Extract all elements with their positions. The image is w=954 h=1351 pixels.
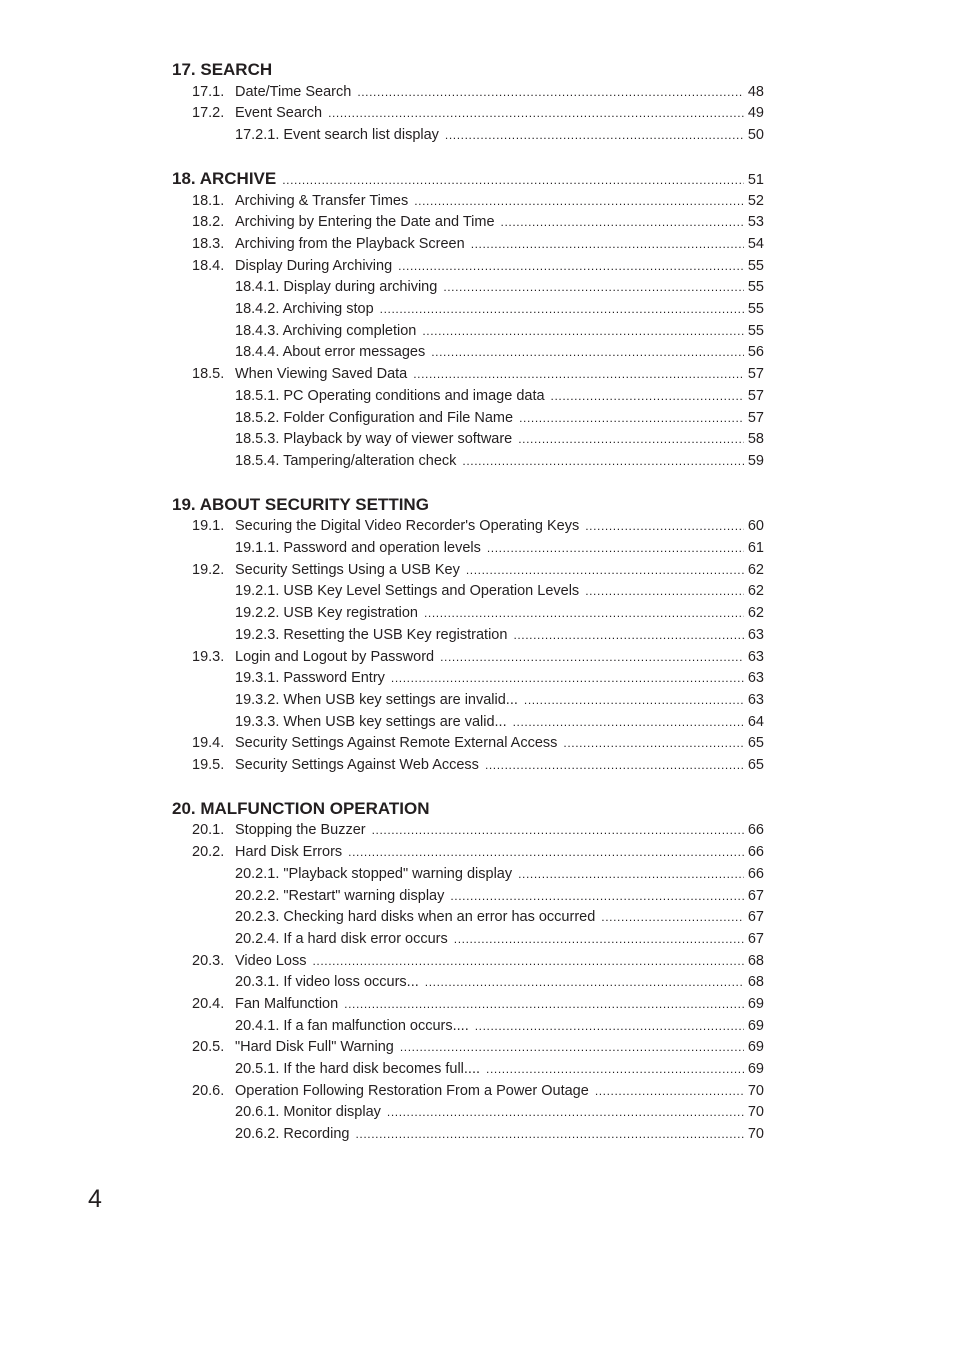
dot-leader — [344, 994, 744, 1016]
entry-title: 19.3.1. Password Entry — [235, 670, 385, 687]
dot-leader — [518, 429, 744, 451]
dot-leader — [585, 581, 744, 603]
toc-entry[interactable] — [172, 386, 764, 408]
entry-page-number: 69 — [747, 1039, 764, 1056]
entry-title: Security Settings Against Remote External Access — [235, 735, 558, 752]
dot-leader — [466, 560, 744, 582]
entry-number: 19.4. — [192, 735, 225, 752]
entry-title: "Hard Disk Full" Warning — [235, 1039, 394, 1056]
toc-section — [172, 798, 764, 1146]
entry-title: 19.2.2. USB Key registration — [235, 605, 418, 622]
toc-entry[interactable] — [172, 668, 764, 690]
toc-entry[interactable] — [172, 886, 764, 908]
section-heading[interactable] — [172, 168, 764, 191]
section-title: 17. SEARCH — [172, 60, 273, 79]
entry-page-number: 52 — [747, 192, 764, 209]
entry-page-number: 54 — [747, 236, 764, 253]
entry-title: 20.6.1. Monitor display — [235, 1104, 381, 1121]
entry-page-number: 65 — [747, 735, 764, 752]
toc-entry[interactable] — [172, 191, 764, 213]
entry-title: 18.5.4. Tampering/alteration check — [235, 452, 457, 469]
dot-leader — [487, 538, 744, 560]
dot-leader — [413, 364, 744, 386]
entry-number: 20.5. — [192, 1039, 225, 1056]
entry-number: 18.1. — [192, 192, 225, 209]
dot-leader — [443, 277, 744, 299]
entry-title: Archiving by Entering the Date and Time — [235, 214, 495, 231]
entry-title: 20.2.2. "Restart" warning display — [235, 887, 445, 904]
dot-leader — [601, 907, 744, 929]
entry-page-number: 60 — [747, 518, 764, 535]
entry-page-number: 63 — [747, 626, 764, 643]
dot-leader — [524, 690, 744, 712]
dot-leader — [398, 256, 744, 278]
toc-entry[interactable] — [172, 234, 764, 256]
entry-title: 20.2.4. If a hard disk error occurs — [235, 930, 448, 947]
entry-page-number: 66 — [747, 822, 764, 839]
dot-leader — [518, 864, 744, 886]
toc-entry[interactable] — [172, 1037, 764, 1059]
dot-leader — [425, 972, 744, 994]
entry-title: 20.4.1. If a fan malfunction occurs.... — [235, 1017, 469, 1034]
entry-page-number: 66 — [747, 844, 764, 861]
toc-entry[interactable] — [172, 712, 764, 734]
entry-page-number: 55 — [747, 322, 764, 339]
entry-title: 19.3.2. When USB key settings are invalid... — [235, 691, 518, 708]
entry-title: When Viewing Saved Data — [235, 366, 408, 383]
entry-title: 19.2.1. USB Key Level Settings and Operation Levels — [235, 583, 580, 600]
entry-number: 20.2. — [192, 844, 225, 861]
dot-leader — [486, 1059, 744, 1081]
entry-page-number: 57 — [747, 409, 764, 426]
entry-title: Archiving from the Playback Screen — [235, 236, 465, 253]
section-heading[interactable] — [172, 798, 764, 821]
entry-number: 20.4. — [192, 995, 225, 1012]
entry-title: 19.2.3. Resetting the USB Key registration — [235, 626, 508, 643]
toc-entry[interactable] — [172, 538, 764, 560]
toc-entry[interactable] — [172, 429, 764, 451]
toc-entry[interactable] — [172, 212, 764, 234]
toc-entry[interactable] — [172, 1081, 764, 1103]
toc-entry[interactable] — [172, 408, 764, 430]
entry-page-number: 69 — [747, 995, 764, 1012]
toc-entry[interactable] — [172, 733, 764, 755]
dot-leader — [372, 820, 744, 842]
dot-leader — [431, 342, 744, 364]
entry-page-number: 61 — [747, 540, 764, 557]
toc-entry[interactable] — [172, 451, 764, 473]
entry-title: Display During Archiving — [235, 257, 393, 274]
entry-page-number: 63 — [747, 670, 764, 687]
entry-title: 20.3.1. If video loss occurs... — [235, 974, 419, 991]
entry-title: Archiving & Transfer Times — [235, 192, 409, 209]
entry-title: 19.1.1. Password and operation levels — [235, 540, 481, 557]
dot-leader — [282, 169, 744, 192]
entry-page-number: 62 — [747, 583, 764, 600]
entry-title: 18.4.4. About error messages — [235, 344, 426, 361]
entry-title: Stopping the Buzzer — [235, 822, 366, 839]
entry-title: 18.5.1. PC Operating conditions and image data — [235, 387, 545, 404]
entry-number: 18.4. — [192, 257, 225, 274]
entry-number: 19.3. — [192, 648, 225, 665]
entry-number: 19.2. — [192, 561, 225, 578]
entry-title: 20.6.2. Recording — [235, 1126, 350, 1143]
entry-page-number: 70 — [747, 1126, 764, 1143]
entry-number: 18.5. — [192, 366, 225, 383]
toc-entry[interactable] — [172, 560, 764, 582]
entry-page-number: 69 — [747, 1017, 764, 1034]
dot-leader — [391, 668, 744, 690]
entry-page-number: 68 — [747, 974, 764, 991]
dot-leader — [454, 929, 744, 951]
entry-title: Event Search — [235, 105, 323, 122]
section-title: 20. MALFUNCTION OPERATION — [172, 798, 430, 818]
entry-page-number: 68 — [747, 952, 764, 969]
entry-page-number: 67 — [747, 887, 764, 904]
entry-page-number: 58 — [747, 431, 764, 448]
entry-number: 19.1. — [192, 518, 225, 535]
dot-leader — [551, 386, 744, 408]
section-title: 18. ARCHIVE — [172, 168, 277, 188]
dot-leader — [475, 1016, 744, 1038]
entry-page-number: 56 — [747, 344, 764, 361]
entry-title: Hard Disk Errors — [235, 844, 343, 861]
toc-entry[interactable] — [172, 125, 764, 147]
toc-entry[interactable] — [172, 647, 764, 669]
entry-page-number: 59 — [747, 452, 764, 469]
dot-leader — [380, 299, 744, 321]
toc-entry[interactable] — [172, 603, 764, 625]
toc-entry[interactable] — [172, 516, 764, 538]
entry-page-number: 63 — [747, 648, 764, 665]
entry-page-number: 67 — [747, 930, 764, 947]
toc-entry[interactable] — [172, 364, 764, 386]
dot-leader — [355, 1124, 744, 1146]
entry-number: 19.5. — [192, 756, 225, 773]
table-of-contents — [172, 59, 764, 1167]
dot-leader — [585, 516, 744, 538]
entry-page-number: 62 — [747, 561, 764, 578]
toc-entry[interactable] — [172, 342, 764, 364]
entry-title: 17.2.1. Event search list display — [235, 127, 439, 144]
page-number: 4 — [88, 1185, 102, 1213]
entry-page-number: 70 — [747, 1082, 764, 1099]
toc-entry[interactable] — [172, 1059, 764, 1081]
dot-leader — [348, 842, 744, 864]
dot-leader — [595, 1081, 744, 1103]
entry-page-number: 69 — [747, 1061, 764, 1077]
entry-page-number: 48 — [747, 83, 764, 100]
entry-page-number: 49 — [747, 105, 764, 122]
toc-section — [172, 59, 764, 147]
toc-entry[interactable] — [172, 690, 764, 712]
entry-number: 20.3. — [192, 952, 225, 969]
dot-leader — [445, 125, 744, 147]
toc-entry[interactable] — [172, 625, 764, 647]
toc-entry[interactable] — [172, 755, 764, 777]
entry-title: 18.4.3. Archiving completion — [235, 322, 417, 339]
entry-page-number: 53 — [747, 214, 764, 231]
section-page-number: 51 — [747, 171, 764, 188]
entry-title: 20.2.3. Checking hard disks when an error has occurred — [235, 909, 596, 926]
entry-title: Securing the Digital Video Recorder's Operating Keys — [235, 518, 580, 535]
toc-entry[interactable] — [172, 103, 764, 125]
entry-title: 20.2.1. "Playback stopped" warning display — [235, 865, 513, 882]
toc-entry[interactable] — [172, 951, 764, 973]
entry-page-number: 50 — [747, 127, 764, 144]
entry-page-number: 62 — [747, 605, 764, 622]
entry-page-number: 64 — [747, 713, 764, 730]
toc-entry[interactable] — [172, 82, 764, 104]
entry-title: Login and Logout by Password — [235, 648, 435, 665]
toc-entry[interactable] — [172, 1102, 764, 1124]
entry-title: Security Settings Against Web Access — [235, 756, 479, 773]
entry-title: Video Loss — [235, 952, 307, 969]
toc-entry[interactable] — [172, 994, 764, 1016]
entry-title: 20.5.1. If the hard disk becomes full.... — [235, 1061, 481, 1077]
toc-entry[interactable] — [172, 907, 764, 929]
entry-page-number: 57 — [747, 366, 764, 383]
entry-page-number: 63 — [747, 691, 764, 708]
dot-leader — [471, 234, 744, 256]
entry-number: 17.1. — [192, 83, 225, 100]
dot-leader — [513, 625, 744, 647]
dot-leader — [519, 408, 744, 430]
entry-title: Security Settings Using a USB Key — [235, 561, 460, 578]
entry-title: 18.5.3. Playback by way of viewer software — [235, 431, 513, 448]
entry-title: Date/Time Search — [235, 83, 352, 100]
section-title: 19. ABOUT SECURITY SETTING — [172, 494, 429, 514]
dot-leader — [450, 886, 744, 908]
entry-title: 18.4.1. Display during archiving — [235, 279, 438, 296]
entry-page-number: 55 — [747, 301, 764, 318]
dot-leader — [440, 647, 744, 669]
dot-leader — [462, 451, 744, 473]
toc-entry[interactable] — [172, 820, 764, 842]
entry-page-number: 57 — [747, 387, 764, 404]
dot-leader — [400, 1037, 744, 1059]
toc-entry[interactable] — [172, 864, 764, 886]
toc-entry[interactable] — [172, 581, 764, 603]
toc-entry[interactable] — [172, 1124, 764, 1146]
entry-title: 18.4.2. Archiving stop — [235, 301, 374, 318]
dot-leader — [501, 212, 744, 234]
dot-leader — [357, 82, 744, 104]
entry-number: 18.2. — [192, 214, 225, 231]
section-heading[interactable] — [172, 59, 764, 82]
entry-number: 17.2. — [192, 105, 225, 122]
toc-entry[interactable] — [172, 929, 764, 951]
entry-page-number: 70 — [747, 1104, 764, 1121]
toc-entry[interactable] — [172, 256, 764, 278]
entry-number: 18.3. — [192, 236, 225, 253]
entry-page-number: 55 — [747, 257, 764, 274]
entry-title: Fan Malfunction — [235, 995, 339, 1012]
toc-entry[interactable] — [172, 299, 764, 321]
dot-leader — [485, 755, 744, 777]
entry-page-number: 55 — [747, 279, 764, 296]
toc-entry[interactable] — [172, 972, 764, 994]
entry-number: 20.1. — [192, 822, 225, 839]
toc-entry[interactable] — [172, 277, 764, 299]
dot-leader — [424, 603, 744, 625]
entry-title: 18.5.2. Folder Configuration and File Name — [235, 409, 514, 426]
dot-leader — [387, 1102, 744, 1124]
entry-title: 19.3.3. When USB key settings are valid... — [235, 713, 507, 730]
toc-entry[interactable] — [172, 1016, 764, 1038]
entry-title: Operation Following Restoration From a Power Outage — [235, 1082, 589, 1099]
toc-entry[interactable] — [172, 321, 764, 343]
dot-leader — [563, 733, 744, 755]
entry-page-number: 67 — [747, 909, 764, 926]
toc-entry[interactable] — [172, 842, 764, 864]
dot-leader — [312, 951, 744, 973]
entry-page-number: 65 — [747, 756, 764, 773]
dot-leader — [422, 321, 744, 343]
dot-leader — [513, 712, 744, 734]
dot-leader — [414, 191, 744, 213]
toc-section — [172, 494, 764, 777]
dot-leader — [328, 103, 744, 125]
toc-section — [172, 168, 764, 473]
entry-page-number: 66 — [747, 865, 764, 882]
section-heading[interactable] — [172, 494, 764, 517]
entry-number: 20.6. — [192, 1082, 225, 1099]
